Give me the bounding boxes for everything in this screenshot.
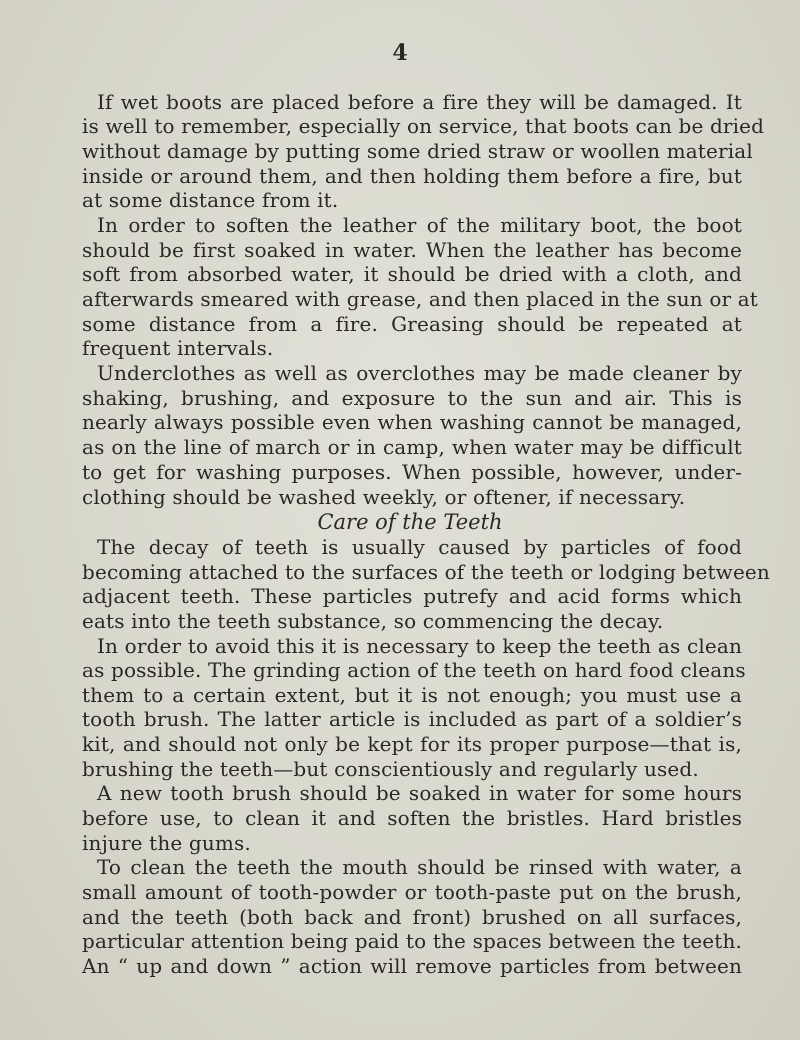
text-line: If wet boots are placed before a fire they will be damaged. It — [97, 90, 742, 114]
text-line: In order to avoid this it is necessary to keep the teeth as clean — [97, 634, 742, 658]
text-line: nearly always possible even when washing cannot be managed, — [82, 410, 742, 434]
text-line: brushing the teeth—but conscientiously and regularly used. — [82, 757, 699, 781]
page-number: 4 — [392, 40, 408, 66]
text-line: and the teeth (both back and front) brushed on all surfaces, — [82, 905, 742, 929]
text-line: at some distance from it. — [82, 188, 339, 212]
text-line: In order to soften the leather of the military boot, the boot — [97, 213, 742, 237]
text-line: Underclothes as well as overclothes may be made cleaner by — [97, 361, 742, 385]
text-line: An “ up and down ” action will remove particles from between — [82, 954, 742, 978]
text-line: tooth brush. The latter article is included as part of a soldier’s — [82, 707, 742, 731]
text-line: them to a certain extent, but it is not enough; you must use a — [82, 683, 742, 707]
text-line: before use, to clean it and soften the bristles. Hard bristles — [82, 806, 742, 830]
text-line: The decay of teeth is usually caused by particles of food — [97, 535, 742, 559]
text-line: as possible. The grinding action of the teeth on hard food cleans — [82, 658, 746, 682]
text-line: to get for washing purposes. When possible, however, under- — [82, 460, 742, 484]
text-line: frequent intervals. — [82, 336, 274, 360]
text-line: A new tooth brush should be soaked in water for some hours — [97, 781, 742, 805]
text-line: soft from absorbed water, it should be dried with a cloth, and — [82, 262, 742, 286]
text-line: inside or around them, and then holding them before a fire, but — [82, 164, 742, 188]
text-line: some distance from a fire. Greasing should be repeated at — [82, 312, 742, 336]
text-line: To clean the teeth the mouth should be rinsed with water, a — [97, 855, 742, 879]
text-line: eats into the teeth substance, so commencing the decay. — [82, 609, 664, 633]
text-line: shaking, brushing, and exposure to the sun and air. This is — [82, 386, 742, 410]
text-line: as on the line of march or in camp, when water may be difficult — [82, 435, 742, 459]
text-line: becoming attached to the surfaces of the teeth or lodging between — [82, 560, 770, 584]
section-heading: Care of the Teeth — [317, 510, 503, 534]
text-line: injure the gums. — [82, 831, 251, 855]
text-line: small amount of tooth-powder or tooth-paste put on the brush, — [82, 880, 742, 904]
text-line: is well to remember, especially on service, that boots can be dried — [82, 114, 765, 138]
text-line: adjacent teeth. These particles putrefy and acid forms which — [82, 584, 742, 608]
text-line: without damage by putting some dried straw or woollen material — [82, 139, 753, 163]
text-line: particular attention being paid to the spaces between the teeth. — [82, 929, 742, 953]
text-line: afterwards smeared with grease, and then placed in the sun or at — [82, 287, 758, 311]
text-line: should be first soaked in water. When the leather has become — [82, 238, 742, 262]
text-line: clothing should be washed weekly, or oftener, if necessary. — [82, 485, 686, 509]
text-line: kit, and should not only be kept for its proper purpose—that is, — [82, 732, 742, 756]
